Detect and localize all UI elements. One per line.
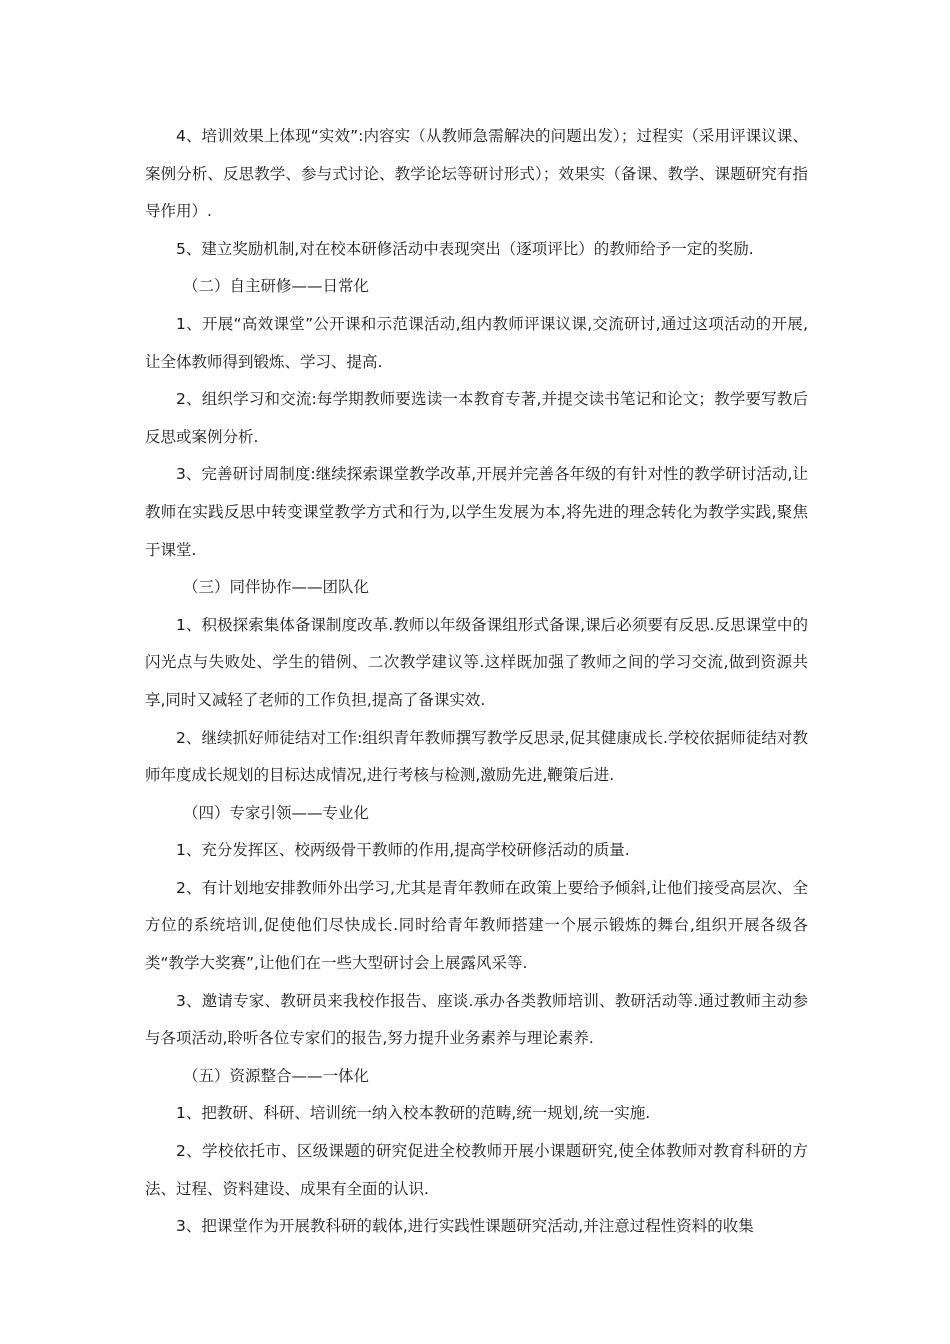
paragraph-open-class: 1、开展“高效课堂”公开课和示范课活动,组内教师评课议课,交流研讨,通过这项活动的开展,让全体教师得到锻炼、学习、提高. bbox=[145, 314, 808, 371]
paragraph-reward-mechanism: 5、建立奖励机制,对在校本研修活动中表现突出（逐项评比）的教师给予一定的奖励. bbox=[176, 239, 754, 258]
document-body bbox=[145, 118, 808, 1246]
paragraph-unified-planning: 1、把教研、科研、培训统一纳入校本教研的范畴,统一规划,统一实施. bbox=[176, 1104, 651, 1123]
paragraph-small-research: 2、学校依托市、区级课题的研究促进全校教师开展小课题研究,使全体教师对教育科研的方法、过程、资料建设、成果有全面的认识. bbox=[145, 1142, 808, 1198]
paragraph-classroom-carrier: 3、把课堂作为开展教科研的载体,进行实践性课题研究活动,并注意过程性资料的收集 bbox=[176, 1217, 754, 1236]
paragraph-mentorship: 2、继续抓好师徒结对工作:组织青年教师撰写教学反思录,促其健康成长.学校依据师徒结对教师年度成长规划的目标达成情况,进行考核与检测,激励先进,鞭策后进. bbox=[145, 728, 808, 785]
section-heading-peer-collaboration: （三）同伴协作——团队化 bbox=[182, 578, 369, 597]
paragraph-weekly-seminar: 3、完善研讨周制度:继续探索课堂教学改革,开展并完善各年级的有针对性的教学研讨活动,让教师在实践反思中转变课堂教学方式和行为,以学生发展为本,将先进的理念转化为教学实践,聚焦于课堂. bbox=[145, 465, 808, 559]
paragraph-invite-experts: 3、邀请专家、教研员来我校作报告、座谈.承办各类教师培训、教研活动等.通过教师主动参与各项活动,聆听各位专家们的报告,努力提升业务素养与理论素养. bbox=[145, 991, 808, 1048]
paragraph-study-exchange: 2、组织学习和交流:每学期教师要选读一本教育专著,并提交读书笔记和论文；教学要写教后反思或案例分析. bbox=[145, 390, 808, 446]
paragraph-backbone-teachers: 1、充分发挥区、校两级骨干教师的作用,提高学校研修活动的质量. bbox=[176, 841, 630, 860]
section-heading-resource-integration: （五）资源整合——一体化 bbox=[182, 1066, 369, 1085]
paragraph-external-learning: 2、有计划地安排教师外出学习,尤其是青年教师在政策上要给予倾斜,让他们接受高层次、全方位的系统培训,促使他们尽快成长.同时给青年教师搭建一个展示锻炼的舞台,组织开展各级各类“教学大奖赛”,让他们在一些大型研讨会上展露风采等. bbox=[145, 878, 808, 973]
paragraph-training-effect: 4、培训效果上体现“实效”:内容实（从教师急需解决的问题出发）；过程实（采用评课议课、案例分析、反思教学、参与式讨论、教学论坛等研讨形式）；效果实（备课、教学、课题研究有指导作用）. bbox=[145, 127, 808, 221]
section-heading-expert-guidance: （四）专家引领——专业化 bbox=[182, 803, 369, 822]
paragraph-collective-lesson-prep: 1、积极探索集体备课制度改革.教师以年级备课组形式备课,课后必须要有反思.反思课堂中的闪光点与失败处、学生的错例、二次教学建议等.这样既加强了教师之间的学习交流,做到资源共享,同时又减轻了老师的工作负担,提高了备课实效. bbox=[145, 615, 808, 709]
section-heading-self-study: （二）自主研修——日常化 bbox=[182, 277, 369, 296]
